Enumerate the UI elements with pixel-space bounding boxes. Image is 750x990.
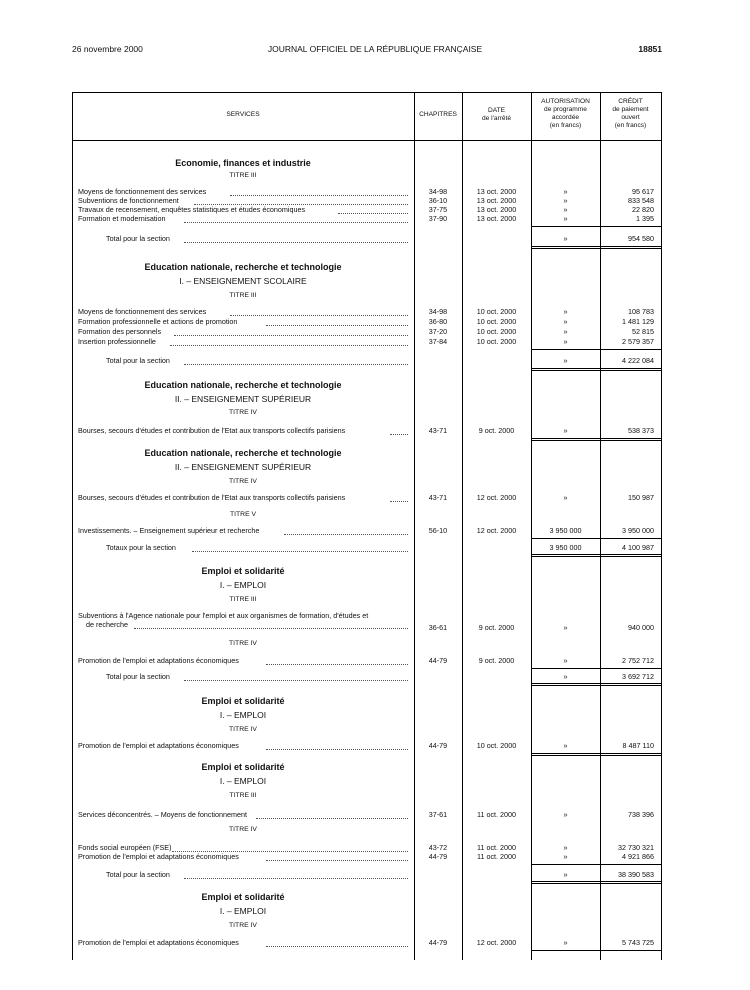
col-services: SERVICES bbox=[226, 111, 260, 118]
col-chapitres: CHAPITRES bbox=[419, 111, 457, 118]
page-number: 18851 bbox=[638, 44, 662, 54]
section-title: Education nationale, recherche et technologie bbox=[144, 262, 342, 272]
titre-label: TITRE IV bbox=[229, 726, 257, 733]
section-subtitle: II. – ENSEIGNEMENT SUPÉRIEUR bbox=[174, 462, 312, 472]
titre-label: TITRE IV bbox=[229, 826, 257, 833]
section-subtitle: II. – ENSEIGNEMENT SUPÉRIEUR bbox=[174, 394, 312, 404]
section-subtitle: I. – EMPLOI bbox=[219, 580, 267, 590]
titre-label: TITRE IV bbox=[229, 478, 257, 485]
titre-label: TITRE III bbox=[229, 172, 257, 179]
section-title: Emploi et solidarité bbox=[201, 762, 285, 772]
section-title: Emploi et solidarité bbox=[201, 892, 285, 902]
titre-label: TITRE IV bbox=[229, 409, 257, 416]
section-subtitle: I. – ENSEIGNEMENT SCOLAIRE bbox=[179, 276, 307, 286]
col-autorisation: AUTORISATION de programme accordée (en francs) bbox=[541, 98, 590, 129]
section-subtitle: I. – EMPLOI bbox=[219, 710, 267, 720]
titre-label: TITRE IV bbox=[229, 922, 257, 929]
journal-title: JOURNAL OFFICIEL DE LA RÉPUBLIQUE FRANÇAISE bbox=[267, 44, 483, 54]
titre-label: TITRE III bbox=[229, 292, 257, 299]
section-subtitle: I. – EMPLOI bbox=[219, 906, 267, 916]
col-date: DATE de l'arrêté bbox=[481, 107, 512, 122]
section-title: Economie, finances et industrie bbox=[175, 158, 311, 168]
section-title: Education nationale, recherche et technologie bbox=[144, 380, 342, 390]
titre-label: TITRE III bbox=[229, 596, 257, 603]
page-date: 26 novembre 2000 bbox=[72, 44, 143, 54]
titre-label: TITRE V bbox=[229, 511, 257, 518]
section-subtitle: I. – EMPLOI bbox=[219, 776, 267, 786]
col-credit: CRÉDIT de paiement ouvert (en francs) bbox=[612, 98, 649, 129]
credits-table: SERVICES CHAPITRES DATE de l'arrêté AUTORISATION de programme accordée (en francs) CRÉDIT de paiement ouvert (en francs) Economie, finances et industrie TITRE III Moyens de fonctionnement des services 34-98 13 oct. 2000 » 95 617 Subventions de fonctionnement 36-10 13 oct. 2000 » 833 548 Travaux de recensement, enquêtes statistiques et études économiques 37-75 13 oct. 2000 » 22 820 Formation et modernisation 37-90 13 oct. 2000 » 1 395 Total pour la section » 954 580 Education nationale, recherche et technologie I. – ENSEIGNEMENT SCOLAIRE TITRE III Moyens de fonctionnement des services 34-98 10 oct. 2000 » 108 783 Formation professionnelle et actions de promotion 36-80 10 oct. 2000 » 1 481 129 Formation des personnels 37-20 10 oct. 2000 » 52 815 Insertion professionnelle 37-84 10 oct. 2000 » 2 579 357 Total pour la section » 4 222 084 Education nationale, recherche et technologie II. – ENSEIGNEMENT SUPÉRIEUR TITRE IV Bourses, secours d'études et contribution de l'Etat aux transports collectifs parisiens 43-71 9 oct. 2000 » 538 373 Education nationale, recherche et technologie II. – ENSEIGNEMENT SUPÉRIEUR TITRE IV Bourses, secours d'études et contribution de l'Etat aux transports collectifs parisiens 43-71 12 oct. 2000 » 150 987 TITRE V Investissements. – Enseignement supérieur et recherche 56-10 12 oct. 2000 3 950 000 3 950 000 Totaux pour la section 3 950 000 4 100 987 Emploi et solidarité I. – EMPLOI TITRE III Subventions à l'Agence nationale pour l'emploi et aux organismes de formation, d'études et de recherche 36-61 9 oct. 2000 » 940 000 TITRE IV Promotion de l'emploi et adaptations économiques 44-79 9 oct. 2000 » 2 752 712 Total pour la section » 3 692 712 Emploi et solidarité I. – EMPLOI TITRE IV Promotion de l'emploi et adaptations économiques 44-79 10 oct. 2000 » 8 487 110 Emploi et solidarité I. – EMPLOI TITRE III Services déconcentrés. – Moyens de fonctionnement 37-61 11 oct. 2000 » 738 396 TITRE IV Fonds social européen (FSE) 43-72 11 oct. 2000 » 32 730 321 Promotion de l'emploi et adaptations économiques 44-79 11 oct. 2000 » 4 921 866 Total pour la section » 38 390 583 Emploi et solidarité I. – EMPLOI TITRE IV Promotion de l'emploi et adaptations économiques 44-79 12 oct. 2000 » 5 743 725 bbox=[72, 92, 662, 960]
section-title: Emploi et solidarité bbox=[201, 566, 285, 576]
section-title: Emploi et solidarité bbox=[201, 696, 285, 706]
titre-label: TITRE III bbox=[229, 792, 257, 799]
section-title: Education nationale, recherche et technologie bbox=[144, 448, 342, 458]
titre-label: TITRE IV bbox=[229, 640, 257, 647]
